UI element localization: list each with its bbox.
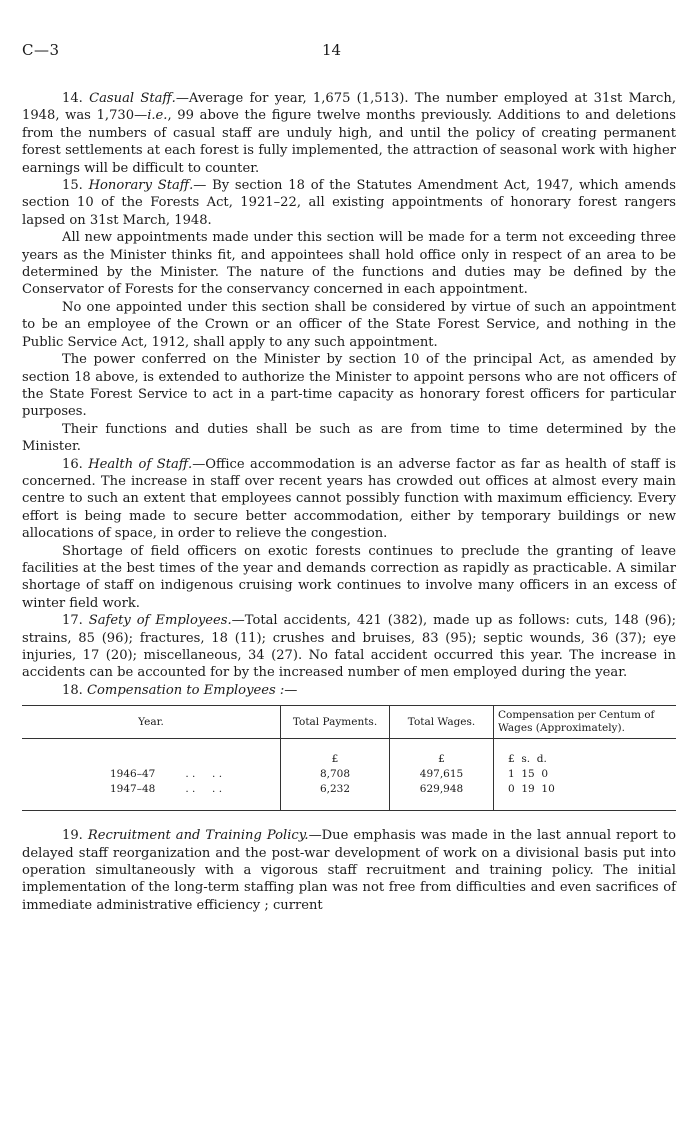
section-text-cont: , 99 above the figure twelve months previously. Additions to and deletions from the numbers of casual staff are unduly high, and until the policy of creating permanent forest settlements at each forest is fully implemented, the attraction of seasonal work with higher earnings will be difficult to counter.: [22, 108, 676, 176]
compensation-table: [22, 705, 676, 811]
table-cell-year: 1947–48: [110, 783, 156, 796]
section-title: Casual Staff.: [89, 91, 176, 106]
table-cell-wages: 497,615: [390, 767, 494, 782]
table-cell-payments: 8,708: [281, 767, 390, 782]
column-header-compensation: Compensation per Centum of Wages (Approximately).: [494, 706, 677, 739]
unit-label: £: [390, 739, 494, 768]
paragraph: The power conferred on the Minister by section 10 of the principal Act, as amended by section 18 above, is extended to authorize the Minister to appoint persons who are not officers of the State Forest Service to act in a part-time capacity as honorary forest officers for particular purposes.: [22, 352, 676, 420]
leader-dots: . . . .: [185, 783, 223, 796]
paragraph: No one appointed under this section shall be considered by virtue of such an appointment to be an employee of the Crown or an officer of the State Forest Service, and nothing in the Public Service Act, 1912, shall apply to any such appointment.: [22, 299, 676, 350]
section-number: 16.: [62, 456, 83, 472]
section-text: —Due emphasis was made in the last annual report to delayed staff reorganization and the post-war development of work on a divisional basis put into operation simultaneously with a vigorous staff recruitment and training policy. The initial implementation of the long-term staffing plan was not free from difficulties and even sacrifices of immediate administrative efficiency ; current: [22, 828, 676, 913]
paragraph: Their functions and duties shall be such as are from time to time determined by the Minister.: [22, 421, 676, 455]
section-title: Recruitment and Training Policy.: [87, 828, 309, 844]
section-14-casual-staff: [22, 90, 676, 177]
section-15-honorary-staff: [22, 177, 676, 229]
section-title: Safety of Employees.: [88, 613, 232, 629]
section-number: 14.: [62, 91, 83, 106]
leader-dots: . . . .: [185, 768, 223, 781]
section-17-safety-of-employees: [22, 612, 676, 682]
paragraph: Shortage of field officers on exotic forests continues to preclude the granting of leave facilities at the best times of the year and demands correction as rapidly as practicable. A similar shortage of staff on indigenous cruising work continues to involve many officers in an excess of winter field work.: [22, 543, 676, 611]
section-text: —Office accommodation is an adverse factor as far as health of staff is concerned. The increase in staff over recent years has crowded out offices at almost every main centre to such an extent that employees cannot possibly function with maximum efficiency. Every effort is being made to secure better accommodation, either by temporary buildings or new allocations of space, in order to relieve the congestion.: [22, 456, 676, 542]
section-19-recruitment-and-training: [22, 827, 676, 914]
column-header-total-payments: Total Payments.: [281, 706, 390, 739]
table-row: [22, 767, 676, 782]
table-cell-compensation: 1 15 0: [508, 768, 549, 781]
abbreviation-ie: i.e.: [147, 108, 168, 124]
column-header-year: Year.: [22, 706, 281, 739]
section-title: Health of Staff.: [88, 456, 193, 472]
section-title: Honorary Staff.: [88, 178, 194, 194]
section-number: 15.: [62, 178, 83, 194]
column-header-total-wages: Total Wages.: [390, 706, 494, 739]
unit-label: £: [281, 739, 390, 768]
section-text: — By section 18 of the Statutes Amendment Act, 1947, which amends section 10 of the Forests Act, 1921–22, all existing appointments of honorary forest rangers lapsed on 31st March, 1948.: [22, 178, 676, 228]
unit-label: £ s. d.: [508, 753, 547, 766]
section-text: —Total accidents, 421 (382), made up as follows: cuts, 148 (96); strains, 85 (96); fractures, 18 (11); crushes and bruises, 83 (95); septic wounds, 36 (37); eye injuries, 17 (20); miscellaneous, 34 (27). No fatal accident occurred this year. The increase in accidents can be accounted for by the increased number of men employed during the year.: [22, 613, 676, 681]
section-number: 19.: [62, 828, 83, 844]
table-cell-payments: 6,232: [281, 782, 390, 811]
table-cell-compensation: 0 19 10: [508, 783, 555, 796]
table-header-row: [22, 706, 676, 739]
document-code: C—3: [22, 41, 60, 59]
table-units-row: [22, 739, 676, 768]
table-cell-wages: 629,948: [390, 782, 494, 811]
document-body: [22, 90, 676, 914]
section-number: 18.: [62, 682, 83, 698]
page-number: 14: [322, 41, 342, 59]
table-cell-year: 1946–47: [110, 768, 156, 781]
section-16-health-of-staff: [22, 456, 676, 543]
section-18-compensation: [22, 682, 676, 699]
page-header: [22, 42, 676, 62]
section-number: 17.: [62, 613, 83, 629]
paragraph: All new appointments made under this section will be made for a term not exceeding three years as the Minister thinks fit, and appointees shall hold office only in respect of an area to be determined by the Minister. The nature of the functions and duties may be defined by the Conservator of Forests for the conservancy concerned in each appointment.: [22, 230, 676, 298]
table-row: [22, 782, 676, 811]
section-title: Compensation to Employees :—: [87, 682, 298, 698]
section-text: —Average for year, 1,675 (1,513). The number employed at 31st March, 1948, was 1,730—: [22, 91, 676, 124]
document-page: [22, 0, 676, 1144]
